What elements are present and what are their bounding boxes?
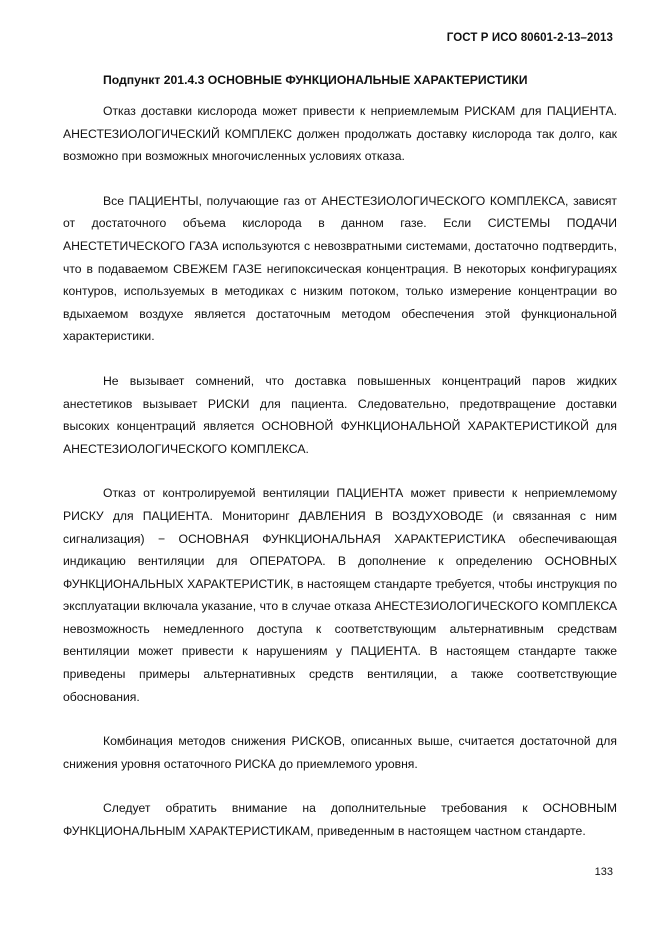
document-header: ГОСТ Р ИСО 80601-2-13–2013 (446, 32, 613, 44)
paragraph-ventilation-failure: Отказ от контролируемой вентиляции ПАЦИЕНТА может привести к неприемлемому РИСКУ для ПАЦИЕНТА. Мониторинг ДАВЛЕНИЯ В ВОЗДУХОВОДЕ (и связанная с ним сигнализация) − ОСНОВНАЯ ФУНКЦИОНАЛЬНАЯ ХАРАКТЕРИСТИКА обеспечивающая индикацию вентиляции для ОПЕРАТОРА. В дополнение к определению ОСНОВНЫХ ФУНКЦИОНАЛЬНЫХ ХАРАКТЕРИСТИК, в настоящем стандарте требуется, чтобы инструкция по эксплуатации включала указание, что в случае отказа АНЕСТЕЗИОЛОГИЧЕСКОГО КОМПЛЕКСА невозможность немедленного доступа к соответствующим альтернативным средствам вентиляции может привести к нарушениям у ПАЦИЕНТА. В настоящем стандарте также приведены примеры альтернативных средств вентиляции, а также соответствующие обоснования. (63, 486, 617, 704)
paragraph-oxygen-failure: Отказ доставки кислорода может привести к неприемлемым РИСКАМ для ПАЦИЕНТА. АНЕСТЕЗИОЛОГИЧЕСКИЙ КОМПЛЕКС должен продолжать доставку кислорода так долго, как возможно при возможных многочисленных условиях отказа. (63, 104, 617, 164)
paragraph-additional-requirements: Следует обратить внимание на дополнительные требования к ОСНОВНЫМ ФУНКЦИОНАЛЬНЫМ ХАРАКТЕРИСТИКАМ, приведенным в настоящем частном стандарте. (63, 801, 617, 839)
paragraph-anesthetic-vapour: Не вызывает сомнений, что доставка повышенных концентраций паров жидких анестетиков вызывает РИСКИ для пациента. Следовательно, предотвращение доставки высоких концентраций является ОСНОВНОЙ ФУНКЦИОНАЛЬНОЙ ХАРАКТЕРИСТИКОЙ для АНЕСТЕЗИОЛОГИЧЕСКОГО КОМПЛЕКСА. (63, 373, 617, 456)
paragraph-oxygen-concentration: Все ПАЦИЕНТЫ, получающие газ от АНЕСТЕЗИОЛОГИЧЕСКОГО КОМПЛЕКСА, зависят от достаточного объема кислорода в данном газе. Если СИСТЕМЫ ПОДАЧИ АНЕСТЕТИЧЕСКОГО ГАЗА используются с невозвратными системами, достаточно подтвердить, что в подаваемом СВЕЖЕМ ГАЗЕ негипоксическая концентрация. В некоторых конфигурациях контуров, используемых в методиках с низким потоком, только измерение концентрации во вдыхаемом воздухе является достаточным методом обеспечения этой функциональной характеристики. (63, 193, 617, 344)
page-body (63, 70, 617, 865)
section-title: Подпункт 201.4.3 ОСНОВНЫЕ ФУНКЦИОНАЛЬНЫЕ ХАРАКТЕРИСТИКИ (103, 73, 528, 87)
page-number: 133 (594, 866, 613, 878)
paragraph-risk-reduction: Комбинация методов снижения РИСКОВ, описанных выше, считается достаточной для снижения уровня остаточного РИСКА до приемлемого уровня. (63, 734, 617, 771)
